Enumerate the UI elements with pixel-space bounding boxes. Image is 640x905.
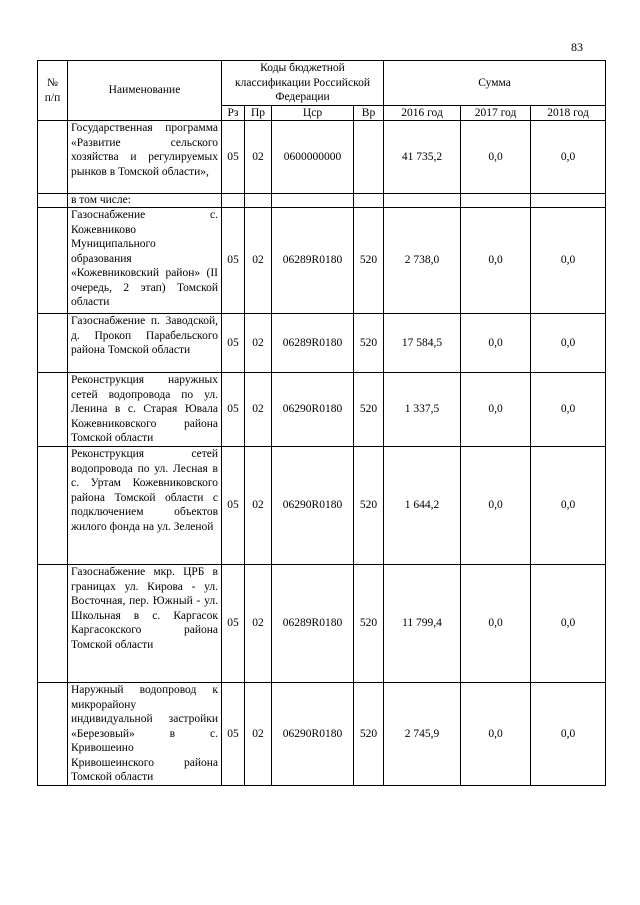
program-name: Государственная программа «Развитие сельского хозяйства и регулируемых рынков в Томской области», (68, 121, 222, 194)
row-cell-2016: 1 644,2 (384, 447, 461, 565)
row-cell-pr: 02 (245, 447, 272, 565)
table-row (38, 314, 606, 373)
row-cell-rz: 05 (222, 373, 245, 447)
row-cell-2017: 0,0 (461, 314, 531, 373)
row-cell-name: Газоснабжение с. Кожевниково Муниципального образования «Кожевниковский район» (II очередь, 2 этап) Томской области (68, 208, 222, 314)
row-cell-csr: 06290R0180 (272, 683, 354, 786)
row-cell-2016: 2 738,0 (384, 208, 461, 314)
row-cell-rz: 05 (222, 447, 245, 565)
row-cell-2017: 0,0 (461, 565, 531, 683)
row-cell-pr: 02 (245, 208, 272, 314)
program-rz: 05 (222, 121, 245, 194)
row-cell-vr: 520 (354, 373, 384, 447)
row-cell-2016: 11 799,4 (384, 565, 461, 683)
row-cell-2016: 1 337,5 (384, 373, 461, 447)
header-vr: Вр (354, 105, 384, 121)
row-cell-num (38, 314, 68, 373)
row-cell-2018: 0,0 (531, 565, 606, 683)
row-cell-num (38, 683, 68, 786)
row-cell-2018: 0,0 (531, 373, 606, 447)
row-cell-2017: 0,0 (461, 208, 531, 314)
program-row (38, 121, 606, 194)
row-cell-2016: 17 584,5 (384, 314, 461, 373)
row-cell-csr: 06289R0180 (272, 314, 354, 373)
header-2017: 2017 год (461, 105, 531, 121)
header-codes-group: Коды бюджетной классификации Российской Федерации (222, 61, 384, 106)
table-row (38, 373, 606, 447)
row-cell-2017: 0,0 (461, 373, 531, 447)
row-cell-name: Газоснабжение мкр. ЦРБ в границах ул. Кирова - ул. Восточная, пер. Южный - ул. Школьная в с. Каргасок Каргасокского района Томской области (68, 565, 222, 683)
row-cell-name: Наружный водопровод к микрорайону индивидуальной застройки «Березовый» в с. Кривошеино Кривошеинского района Томской области (68, 683, 222, 786)
row-cell-pr: 02 (245, 565, 272, 683)
row-cell-csr: 06289R0180 (272, 208, 354, 314)
row-cell-csr: 06289R0180 (272, 565, 354, 683)
subtitle-row (38, 194, 606, 208)
header-sum-group: Сумма (384, 61, 606, 106)
row-cell-rz: 05 (222, 208, 245, 314)
row-cell-pr: 02 (245, 314, 272, 373)
row-cell-2018: 0,0 (531, 447, 606, 565)
row-cell-num (38, 373, 68, 447)
row-cell-vr: 520 (354, 208, 384, 314)
row-cell-name: Реконструкция наружных сетей водопровода по ул. Ленина в с. Старая Ювала Кожевниковского района Томской области (68, 373, 222, 447)
budget-table (37, 60, 606, 786)
header-pr: Пр (245, 105, 272, 121)
program-vr (354, 121, 384, 194)
row-cell-csr: 06290R0180 (272, 373, 354, 447)
header-2016: 2016 год (384, 105, 461, 121)
program-csr: 0600000000 (272, 121, 354, 194)
header-csr: Цср (272, 105, 354, 121)
row-cell-name: Газоснабжение п. Заводской, д. Прокоп Парабельского района Томской области (68, 314, 222, 373)
row-cell-2017: 0,0 (461, 683, 531, 786)
row-cell-vr: 520 (354, 565, 384, 683)
subtitle-text: в том числе: (68, 194, 222, 208)
header-num: № п/п (38, 61, 68, 121)
table-row (38, 447, 606, 565)
program-pr: 02 (245, 121, 272, 194)
row-cell-rz: 05 (222, 565, 245, 683)
table-row (38, 565, 606, 683)
subtitle-num (38, 194, 68, 208)
program-2018: 0,0 (531, 121, 606, 194)
row-cell-name: Реконструкция сетей водопровода по ул. Лесная в с. Уртам Кожевниковского района Томской области с подключением объектов жилого фонда на ул. Зеленой (68, 447, 222, 565)
row-cell-pr: 02 (245, 683, 272, 786)
row-cell-vr: 520 (354, 447, 384, 565)
program-num (38, 121, 68, 194)
header-row-top (38, 61, 606, 106)
page-number: 83 (571, 40, 583, 54)
row-cell-num (38, 565, 68, 683)
row-cell-vr: 520 (354, 314, 384, 373)
program-2016: 41 735,2 (384, 121, 461, 194)
header-name: Наименование (68, 61, 222, 121)
row-cell-2018: 0,0 (531, 683, 606, 786)
row-cell-num (38, 447, 68, 565)
row-cell-rz: 05 (222, 314, 245, 373)
row-cell-csr: 06290R0180 (272, 447, 354, 565)
table-row (38, 683, 606, 786)
row-cell-rz: 05 (222, 683, 245, 786)
header-rz: Рз (222, 105, 245, 121)
table-row (38, 208, 606, 314)
row-cell-num (38, 208, 68, 314)
row-cell-pr: 02 (245, 373, 272, 447)
row-cell-2016: 2 745,9 (384, 683, 461, 786)
row-cell-2018: 0,0 (531, 314, 606, 373)
row-cell-2017: 0,0 (461, 447, 531, 565)
row-cell-2018: 0,0 (531, 208, 606, 314)
program-2017: 0,0 (461, 121, 531, 194)
row-cell-vr: 520 (354, 683, 384, 786)
header-2018: 2018 год (531, 105, 606, 121)
